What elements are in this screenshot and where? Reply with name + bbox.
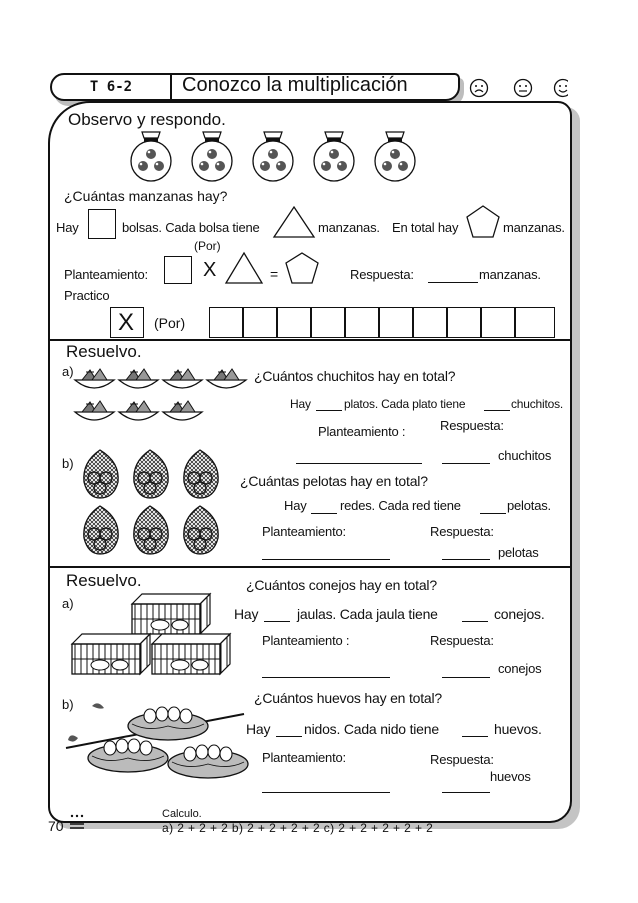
page-decoration-icon	[68, 812, 88, 832]
d-text2: huevos.	[494, 721, 542, 737]
conejos-question: ¿Cuántos conejos hay en total?	[246, 577, 437, 593]
answer-line[interactable]	[311, 513, 337, 514]
section-divider	[50, 566, 571, 568]
d-planteamiento: Planteamiento:	[262, 750, 346, 765]
item-b-label: b)	[62, 456, 74, 471]
answer-line[interactable]	[462, 736, 488, 737]
huevos-question: ¿Cuántos huevos hay en total?	[254, 690, 442, 706]
pentagon-answer-box[interactable]	[465, 204, 501, 240]
ball-nets-illustration	[76, 446, 232, 558]
section-divider	[50, 339, 571, 341]
a-planteamiento: Planteamiento :	[318, 424, 406, 439]
item-b-label: b)	[62, 697, 74, 712]
b-text2: pelotas.	[507, 498, 551, 513]
c-text1: jaulas. Cada jaula tiene	[297, 606, 438, 622]
apple-bags-illustration	[126, 130, 426, 186]
answer-line[interactable]	[262, 559, 390, 560]
face-icons	[468, 77, 568, 101]
b-planteamiento: Planteamiento:	[262, 524, 346, 539]
a-unit: chuchitos	[498, 448, 552, 463]
answer-line[interactable]	[296, 463, 422, 464]
answer-line[interactable]	[442, 677, 490, 678]
chuchitos-question: ¿Cuántos chuchitos hay en total?	[254, 368, 456, 384]
c-respuesta: Respuesta:	[430, 633, 494, 648]
practico-x-box	[110, 307, 144, 338]
sad-face-icon[interactable]	[471, 80, 488, 97]
page-title: Conozco la multiplicación	[182, 74, 408, 96]
practice-cell[interactable]	[209, 307, 243, 338]
multiply-sign: X	[203, 259, 217, 281]
d-hay: Hay	[246, 721, 271, 737]
c-text2: conejos.	[494, 606, 545, 622]
practice-cell[interactable]	[379, 307, 413, 338]
product-pentagon-box[interactable]	[284, 251, 320, 285]
practice-cell[interactable]	[345, 307, 379, 338]
practico-por-label: (Por)	[154, 315, 186, 331]
practice-cell[interactable]	[243, 307, 277, 338]
answer-line[interactable]	[262, 677, 390, 678]
hay-label: Hay	[56, 220, 79, 235]
practice-cell[interactable]	[515, 307, 555, 338]
b-text1: redes. Cada red tiene	[340, 498, 461, 513]
d-unit: huevos	[490, 769, 531, 784]
item-a-label: a)	[62, 364, 74, 379]
happy-face-icon[interactable]	[555, 80, 569, 97]
section1-heading: Observo y respondo.	[68, 110, 226, 129]
d-respuesta: Respuesta:	[430, 752, 494, 767]
b-respuesta: Respuesta:	[430, 524, 494, 539]
bags-answer-box[interactable]	[88, 209, 116, 239]
answer-line[interactable]	[442, 792, 490, 793]
answer-line[interactable]	[276, 736, 302, 737]
page-number: 70	[48, 818, 64, 834]
apples-question: ¿Cuántas manzanas hay?	[64, 188, 228, 204]
apples-end-text: manzanas.	[503, 220, 565, 235]
d-text1: nidos. Cada nido tiene	[304, 721, 439, 737]
answer-line[interactable]	[316, 410, 342, 411]
total-text: En total hay	[392, 220, 459, 235]
factor2-triangle-box[interactable]	[224, 251, 264, 285]
a-text2: chuchitos.	[511, 397, 564, 411]
respuesta-unit: manzanas.	[479, 267, 541, 282]
practice-cell[interactable]	[481, 307, 515, 338]
factor1-box[interactable]	[164, 256, 192, 284]
practice-cell[interactable]	[277, 307, 311, 338]
c-unit: conejos	[498, 661, 542, 676]
item-a-label: a)	[62, 596, 74, 611]
a-respuesta: Respuesta:	[440, 418, 504, 433]
b-unit: pelotas	[498, 545, 539, 560]
chuchitos-plates-illustration	[72, 362, 252, 428]
answer-line[interactable]	[462, 621, 488, 622]
egg-nests-illustration	[64, 698, 250, 792]
section2-heading: Resuelvo.	[66, 342, 142, 361]
equals-sign: =	[270, 266, 279, 282]
por-label: (Por)	[194, 239, 221, 253]
calculo-label: Calculo.	[162, 808, 202, 820]
triangle-answer-box[interactable]	[272, 205, 316, 239]
pelotas-question: ¿Cuántas pelotas hay en total?	[240, 473, 428, 489]
practice-cell[interactable]	[413, 307, 447, 338]
c-hay: Hay	[234, 606, 259, 622]
planteamiento-label: Planteamiento:	[64, 267, 148, 282]
section3-heading: Resuelvo.	[66, 571, 142, 590]
practice-cell[interactable]	[447, 307, 481, 338]
a-hay: Hay	[290, 397, 311, 411]
neutral-face-icon[interactable]	[515, 80, 532, 97]
c-planteamiento: Planteamiento :	[262, 633, 350, 648]
practico-x-sign: X	[118, 309, 135, 336]
answer-line[interactable]	[484, 410, 510, 411]
respuesta-label: Respuesta:	[350, 267, 414, 282]
apples-per-bag-text: manzanas.	[318, 220, 380, 235]
b-hay: Hay	[284, 498, 307, 513]
answer-line[interactable]	[264, 621, 290, 622]
calculo-exercises: a) 2 + 2 + 2 b) 2 + 2 + 2 + 2 c) 2 + 2 + 2 + 2 + 2	[162, 821, 434, 835]
answer-line[interactable]	[480, 513, 506, 514]
answer-line[interactable]	[428, 282, 478, 283]
answer-line[interactable]	[442, 463, 490, 464]
rabbit-cages-illustration	[70, 590, 232, 682]
practico-label: Practico	[64, 288, 110, 303]
practice-cell[interactable]	[311, 307, 345, 338]
a-text1: platos. Cada plato tiene	[344, 397, 466, 411]
bags-text: bolsas. Cada bolsa tiene	[122, 220, 260, 235]
answer-line[interactable]	[262, 792, 390, 793]
lesson-code: T 6-2	[52, 75, 172, 99]
answer-line[interactable]	[442, 559, 490, 560]
